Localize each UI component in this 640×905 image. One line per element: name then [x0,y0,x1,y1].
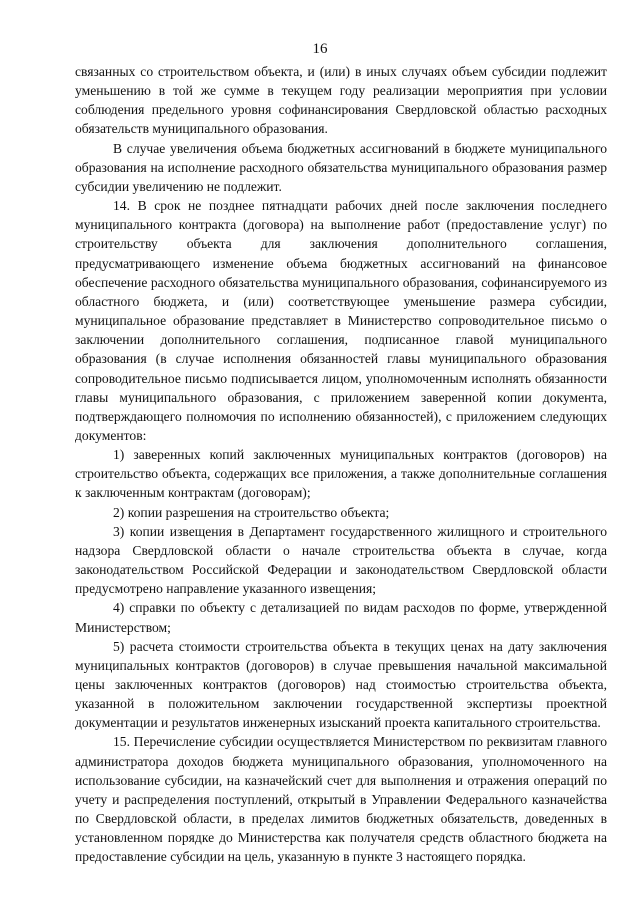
paragraph-item-15: 15. Перечисление субсидии осуществляется Министерством по реквизитам главного администратора доходов бюджета муниципального образования, уполномоченного на использование субсидии, на казначейский счет для выполнения и отражения операций по учету и распределения поступлений, открытый в Управлении Федерального казначейства по Свердловской области, в пределах лимитов бюджетных обязательств, доведенных в установленном порядке до Министерства как получателя средств областного бюджета на предоставление субсидии на цель, указанную в пункте 3 настоящего порядка. [75,734,607,865]
list-item: 2) копии разрешения на строительство объекта; [113,504,390,520]
paragraph: В случае увеличения объема бюджетных ассигнований в бюджете муниципального образования на исполнение расходного обязательства муниципального образования размер субсидии увеличению не подлежит. [75,140,607,194]
document-body [75,62,607,867]
list-item: 1) заверенных копий заключенных муниципальных контрактов (договоров) на строительство объекта, содержащих все приложения, а также дополнительные соглашения к заключенным контрактам (договорам); [75,447,607,501]
paragraph: связанных со строительством объекта, и (или) в иных случаях объем субсидии подлежит уменьшению в той же сумме в текущем году реализации мероприятия при условии соблюдения предельного уровня софинансирования Свердловской областью расходных обязательств муниципального образования. [75,64,607,137]
list-item: 3) копии извещения в Департамент государственного жилищного и строительного надзора Свердловской области о начале строительства объекта в случае, когда законодательством Российской Федерации и законодательством Свердловской области предусмотрено направление указанного извещения; [75,523,607,597]
paragraph-item-14: 14. В срок не позднее пятнадцати рабочих дней после заключения последнего муниципального контракта (договора) на выполнение работ (предоставление услуг) по строительству объекта для заключения дополнительного соглашения, предусматривающего изменение объема бюджетных ассигнований на финансовое обеспечение расходного обязательства муниципального образования, софинансируемого из областного бюджета, и (или) соответствующее уменьшение размера субсидии, муниципальное образование представляет в Министерство сопроводительное письмо о заключении дополнительного соглашения, подписанное главой муниципального образования (в случае исполнения обязанностей главы муниципального образования сопроводительное письмо подписывается лицом, уполномоченным исполнять обязанности главы муниципального образования, с приложением заверенной копии документа, подтверждающего полномочия по исполнению обязанностей), с приложением следующих документов: [75,198,607,443]
page-number: 16 [312,41,328,57]
list-item: 5) расчета стоимости строительства объекта в текущих ценах на дату заключения муниципальных контрактов (договоров) в случае превышения начальной максимальной цены заключенных контрактов (договоров) над стоимостью строительства объекта, указанной в положительном заключении государственной экспертизы проектной документации и результатов инженерных изысканий проекта капитального строительства. [75,638,607,731]
list-item: 4) справки по объекту с детализацией по видам расходов по форме, утвержденной Министерством; [75,600,607,635]
